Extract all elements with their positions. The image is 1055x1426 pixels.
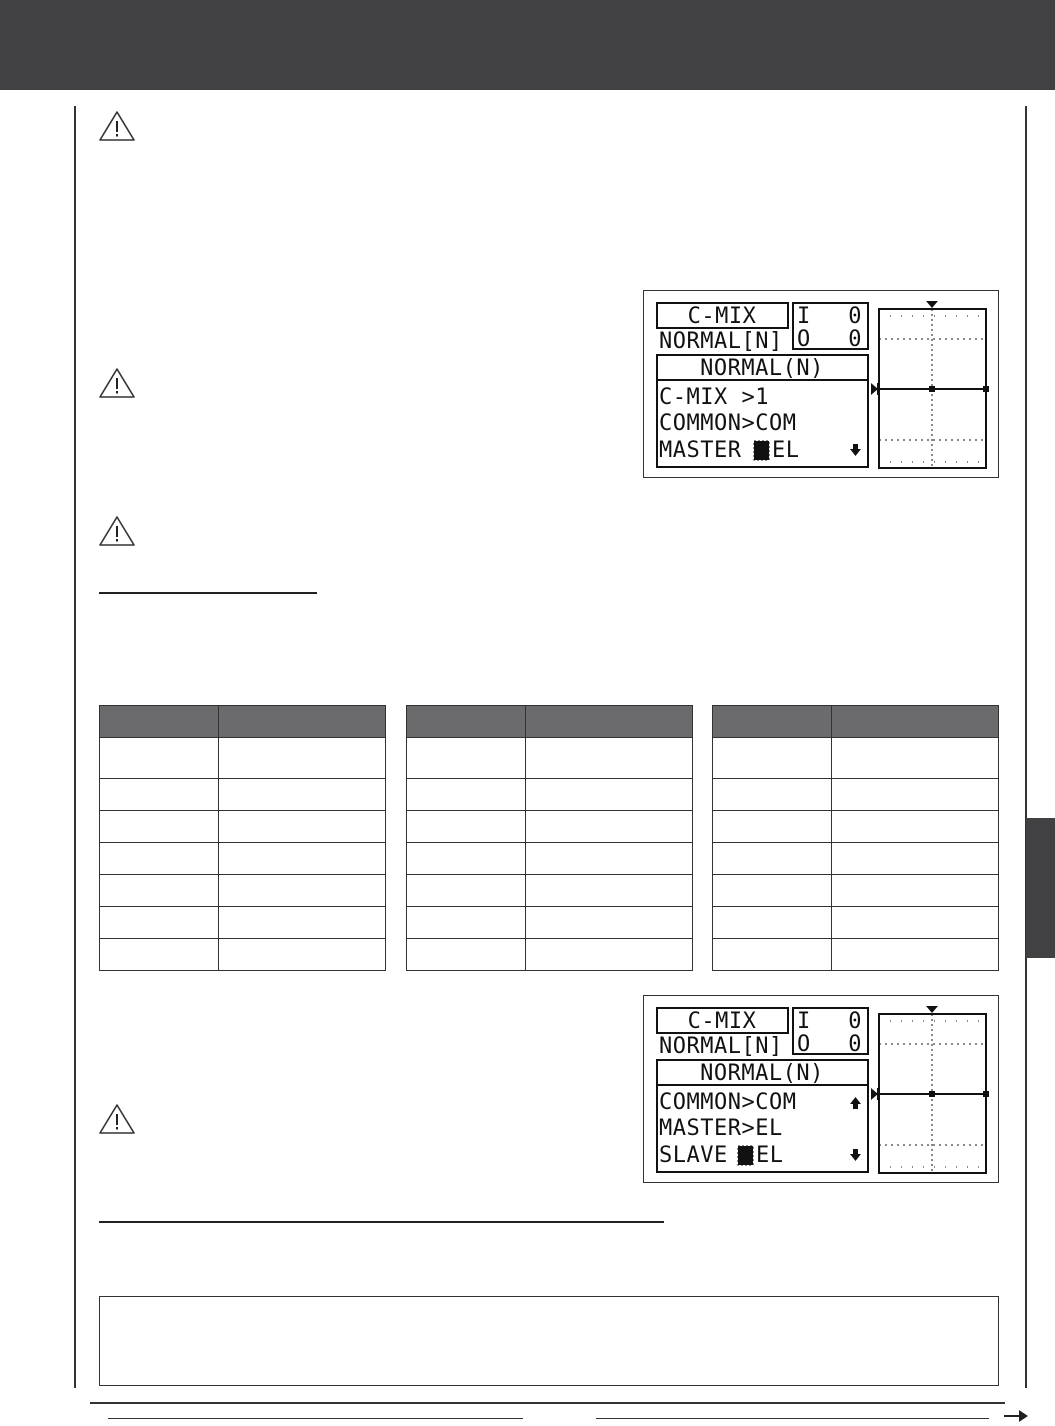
note-box bbox=[99, 1296, 999, 1386]
table-header-cell bbox=[218, 706, 385, 738]
lcd-menu-line-1: COMMON>COM bbox=[659, 1090, 797, 1115]
table-header-cell bbox=[713, 706, 832, 738]
warning-triangle-icon bbox=[98, 1102, 136, 1136]
lcd-menu-line-1: C-MIX >1 bbox=[659, 385, 769, 410]
next-page-arrow-icon[interactable] bbox=[1003, 1406, 1029, 1426]
lcd-output-value: 0 bbox=[848, 327, 862, 352]
lcd-cursor-block bbox=[754, 441, 769, 460]
table-header-cell bbox=[525, 706, 692, 738]
table-header-cell bbox=[407, 706, 526, 738]
table-row bbox=[100, 779, 386, 811]
table-row bbox=[713, 811, 999, 843]
data-table-1 bbox=[99, 705, 386, 971]
table-row bbox=[407, 843, 693, 875]
table-row bbox=[407, 875, 693, 907]
table-row bbox=[407, 779, 693, 811]
warning-triangle-icon bbox=[98, 366, 136, 400]
chapter-side-tab[interactable] bbox=[1026, 818, 1055, 958]
section-heading-underline bbox=[99, 592, 317, 594]
data-table-2 bbox=[406, 705, 693, 971]
mix-curve-graph bbox=[871, 301, 989, 468]
lcd-output-label: O bbox=[797, 1032, 811, 1057]
lcd-title: C-MIX bbox=[687, 1009, 757, 1034]
table-row bbox=[100, 843, 386, 875]
output-pointer-icon bbox=[926, 1006, 938, 1013]
table-row bbox=[100, 907, 386, 939]
footer-rule-right bbox=[596, 1418, 989, 1419]
table-header-cell bbox=[100, 706, 219, 738]
lcd-mode: NORMAL[N] bbox=[659, 329, 783, 354]
lcd-input-value: 0 bbox=[848, 1009, 862, 1034]
down-arrow-icon bbox=[850, 1149, 861, 1161]
lcd-menu-line-3-suffix: EL bbox=[756, 1143, 784, 1168]
warning-triangle-icon bbox=[98, 514, 136, 548]
table-row bbox=[407, 907, 693, 939]
lcd-input-label: I bbox=[797, 304, 811, 329]
lcd-title: C-MIX bbox=[687, 304, 757, 329]
lcd-screen-cmix-master bbox=[643, 290, 999, 478]
mix-curve-graph bbox=[871, 1006, 989, 1173]
lcd-screen-cmix-slave bbox=[643, 995, 999, 1183]
input-pointer-icon bbox=[871, 1088, 878, 1100]
table-row bbox=[713, 939, 999, 971]
table-row bbox=[100, 738, 386, 779]
right-margin-rule bbox=[1025, 106, 1027, 1388]
table-row bbox=[713, 779, 999, 811]
table-row bbox=[407, 939, 693, 971]
table-row bbox=[100, 875, 386, 907]
footer-rule-left bbox=[108, 1418, 523, 1419]
table-row bbox=[713, 738, 999, 779]
lcd-menu-line-2: COMMON>COM bbox=[659, 411, 797, 436]
lcd-input-label: I bbox=[797, 1009, 811, 1034]
lcd-input-value: 0 bbox=[848, 304, 862, 329]
data-table-3 bbox=[712, 705, 999, 971]
table-row bbox=[100, 811, 386, 843]
table-header-cell bbox=[831, 706, 998, 738]
page-header-bar bbox=[0, 0, 1055, 90]
section-heading-underline bbox=[99, 1221, 664, 1223]
lcd-output-value: 0 bbox=[848, 1032, 862, 1057]
lcd-menu-line-3-prefix: MASTER bbox=[659, 438, 742, 463]
input-pointer-icon bbox=[871, 383, 878, 395]
table-row bbox=[100, 939, 386, 971]
table-row bbox=[713, 843, 999, 875]
table-row bbox=[407, 738, 693, 779]
table-row bbox=[407, 811, 693, 843]
up-arrow-icon bbox=[850, 1097, 861, 1109]
lcd-menu-header: NORMAL(N) bbox=[700, 1061, 824, 1086]
down-arrow-icon bbox=[850, 444, 861, 456]
output-pointer-icon bbox=[926, 301, 938, 308]
lcd-menu-header: NORMAL(N) bbox=[700, 356, 824, 381]
lcd-cursor-block bbox=[738, 1146, 753, 1165]
warning-triangle-icon bbox=[98, 109, 136, 143]
lcd-menu-line-3-suffix: EL bbox=[772, 438, 800, 463]
left-margin-rule bbox=[74, 106, 76, 1388]
table-row bbox=[713, 907, 999, 939]
lcd-menu-line-3-prefix: SLAVE bbox=[659, 1143, 728, 1168]
lcd-mode: NORMAL[N] bbox=[659, 1034, 783, 1059]
bottom-rule bbox=[90, 1402, 1005, 1404]
table-row bbox=[713, 875, 999, 907]
lcd-menu-line-2: MASTER>EL bbox=[659, 1116, 783, 1141]
lcd-output-label: O bbox=[797, 327, 811, 352]
